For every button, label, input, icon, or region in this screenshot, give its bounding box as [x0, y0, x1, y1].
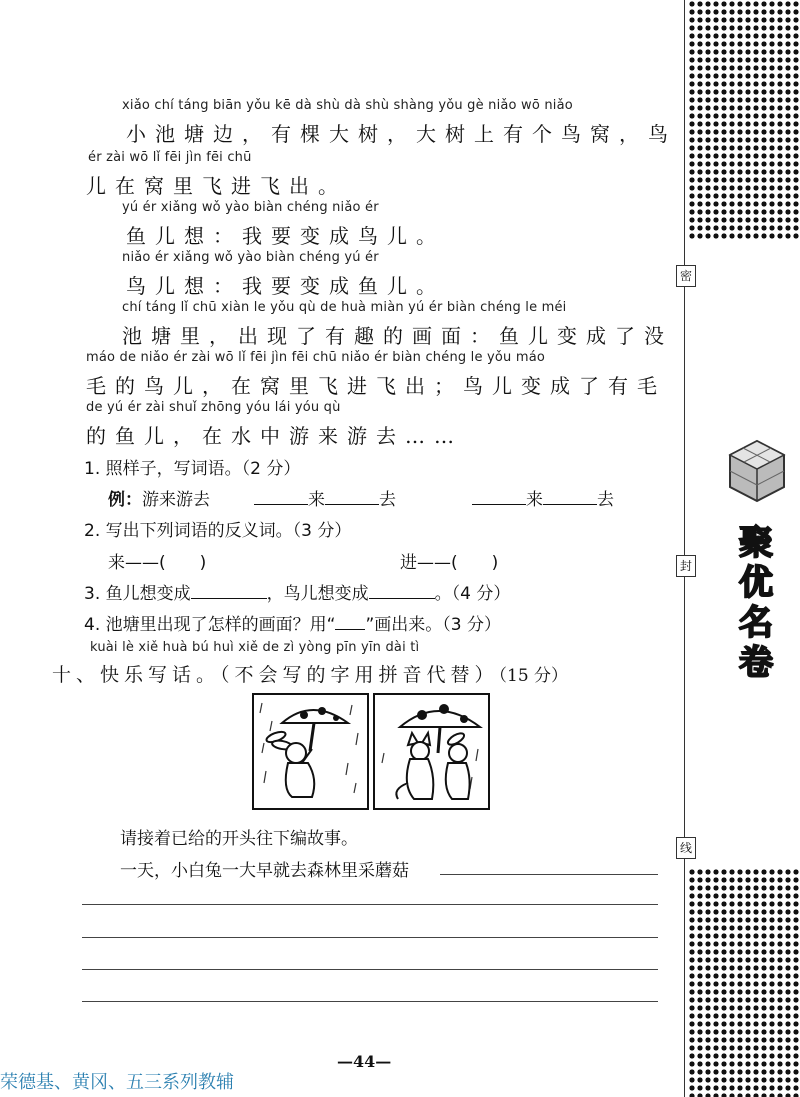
page-number: —44— [337, 1052, 392, 1071]
seal-label-feng: 封 [676, 555, 696, 577]
antonym-lai[interactable]: 来——( ) [108, 553, 207, 573]
cube-logo-icon [726, 435, 788, 525]
example-word: 游来游去 [142, 490, 210, 510]
pinyin-line-7: de yú ér zài shuǐ zhōng yóu lái yóu qù [86, 400, 341, 415]
section-10-title: 十、快乐写话。（不会写的字用拼音代替）（15 分） [52, 664, 569, 686]
passage-line-1: 小池塘边，有棵大树，大树上有个鸟窝，鸟 [126, 122, 677, 146]
question-1: 1. 照样子，写词语。（2 分） [84, 459, 301, 479]
passage-line-6: 毛的鸟儿，在窝里飞进飞出；鸟儿变成了有毛 [86, 374, 666, 398]
question-3: 3. 鱼儿想变成 ，鸟儿想变成 。（4 分） [84, 584, 511, 604]
example-label: 例： [108, 490, 142, 510]
answer-blank[interactable] [325, 488, 379, 505]
dot-pattern-top [688, 0, 800, 240]
antonym-jin[interactable]: 进——( ) [400, 553, 499, 573]
question-4: 4. 池塘里出现了怎样的画面？用“ ”画出来。（3 分） [84, 615, 501, 635]
passage-line-5: 池塘里，出现了有趣的画面：鱼儿变成了没 [122, 324, 673, 348]
writing-instruction: 请接着已给的开头往下编故事。 [120, 829, 358, 849]
writing-line[interactable] [82, 937, 658, 938]
footer-publisher: 荣德基、黄冈、五三系列教辅 [0, 1072, 234, 1093]
answer-blank[interactable] [191, 582, 267, 599]
pinyin-line-2: ér zài wō lǐ fēi jìn fēi chū [88, 150, 252, 165]
story-illustration [252, 693, 492, 811]
brand-logo [726, 435, 788, 695]
writing-line[interactable] [440, 874, 658, 875]
answer-blank[interactable] [369, 582, 435, 599]
question-1-example [108, 485, 210, 510]
writing-line[interactable] [82, 969, 658, 970]
underline-sample [335, 613, 365, 630]
passage-line-4: 鸟儿想：我要变成鱼儿。 [126, 274, 445, 298]
pinyin-line-3: yú ér xiǎng wǒ yào biàn chéng niǎo ér [122, 200, 379, 215]
dot-pattern-bottom [688, 868, 800, 1097]
answer-blank[interactable] [472, 488, 526, 505]
passage-line-3: 鱼儿想：我要变成鸟儿。 [126, 224, 445, 248]
section-10-pinyin: kuài lè xiě huà bú huì xiě de zì yòng pīn yīn dài tì [90, 640, 420, 655]
pinyin-line-5: chí táng lǐ chū xiàn le yǒu qù de huà miàn yú ér biàn chéng le méi [122, 300, 567, 315]
pinyin-line-6: máo de niǎo ér zài wō lǐ fēi jìn fēi chū niǎo ér biàn chéng le yǒu máo [86, 350, 546, 365]
passage-line-2: 儿在窝里飞进飞出。 [86, 174, 347, 198]
seal-label-xian: 线 [676, 837, 696, 859]
question-2: 2. 写出下列词语的反义词。（3 分） [84, 521, 352, 541]
story-opening: 一天，小白兔一大早就去森林里采蘑菇 [120, 861, 409, 881]
pinyin-line-1: xiǎo chí táng biān yǒu kē dà shù dà shù shàng yǒu gè niǎo wō niǎo [122, 98, 573, 113]
seal-label-mi: 密 [676, 265, 696, 287]
passage-line-7: 的鱼儿，在水中游来游去…… [86, 424, 463, 448]
question-1-answer-b: 来 去 [472, 485, 614, 510]
answer-blank[interactable] [543, 488, 597, 505]
answer-blank[interactable] [254, 488, 308, 505]
binding-line [684, 0, 685, 1097]
writing-line[interactable] [82, 904, 658, 905]
pinyin-line-4: niǎo ér xiǎng wǒ yào biàn chéng yú ér [122, 250, 379, 265]
question-1-answer-a: 来 去 [254, 485, 396, 510]
writing-line[interactable] [82, 1001, 658, 1002]
brand-title: 聚优名卷 [739, 523, 773, 683]
